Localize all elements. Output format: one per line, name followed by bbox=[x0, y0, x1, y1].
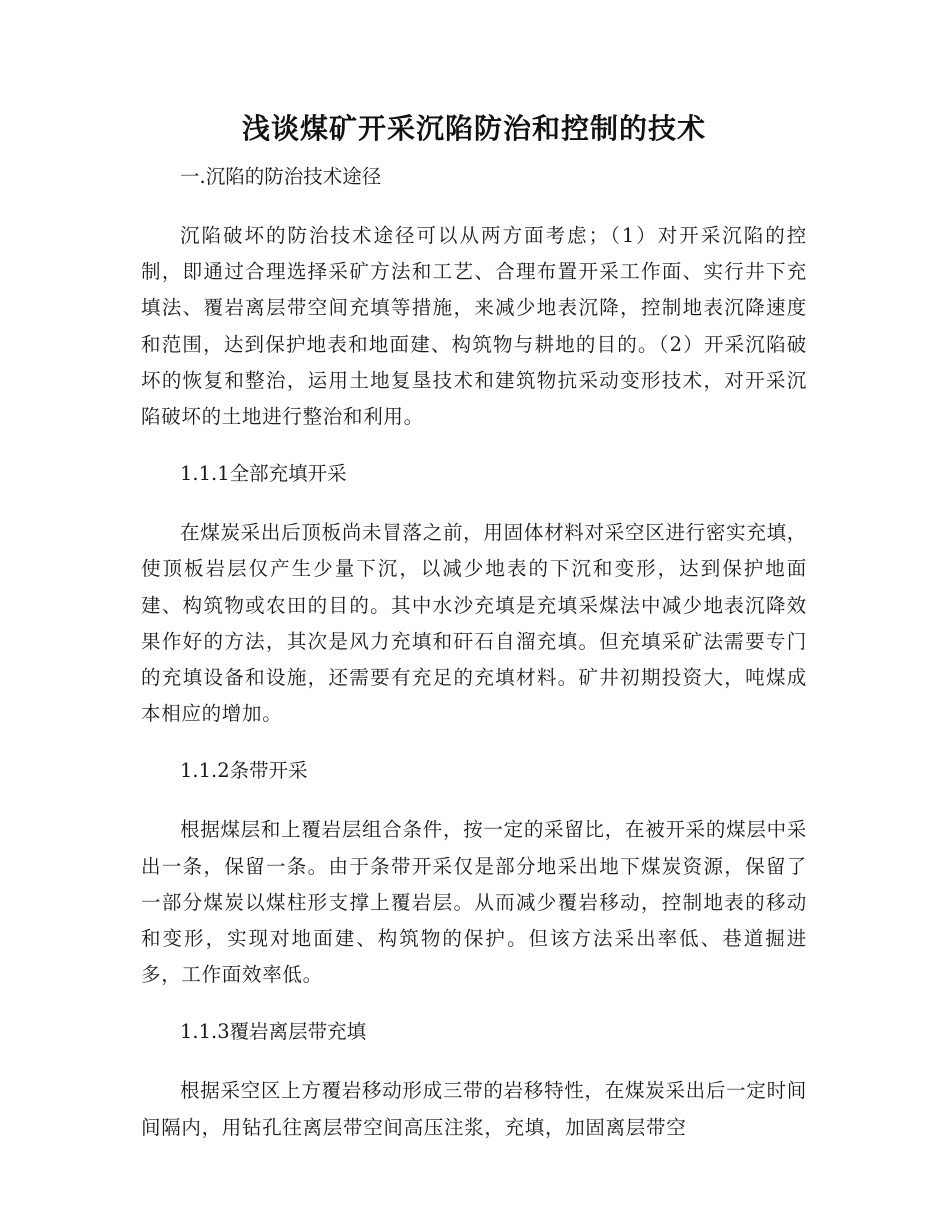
section-paragraph-4: 根据采空区上方覆岩移动形成三带的岩移特性，在煤炭采出后一定时间间隔内，用钻孔往离层带空间高压注浆，充填，加固离层带空 bbox=[141, 1079, 807, 1139]
section-paragraph-2: 在煤炭采出后顶板尚未冒落之前，用固体材料对采空区进行密实充填，使顶板岩层仅产生少量下沉，以减少地表的下沉和变形，达到保护地面建、构筑物或农田的目的。其中水沙充填是充填采煤法中减少地表沉降效果作好的方法，其次是风力充填和矸石自溜充填。但充填采矿法需要专门的充填设备和设施，还需要有充足的充填材料。矿井初期投资大，吨煤成本相应的增加。 bbox=[141, 521, 807, 726]
section-heading-1: 一.沉陷的防治技术途径 bbox=[180, 165, 382, 188]
document-title: 浅谈煤矿开采沉陷防治和控制的技术 bbox=[241, 112, 706, 145]
section-paragraph-3: 根据煤层和上覆岩层组合条件，按一定的采留比，在被开采的煤层中采出一条，保留一条。由于条带开采仅是部分地采出地下煤炭资源，保留了一部分煤炭以煤柱形支撑上覆岩层。从而减少覆岩移动，控制地表的移动和变形，实现对地面建、构筑物的保护。但该方法采出率低、巷道掘进多，工作面效率低。 bbox=[141, 818, 807, 987]
section-heading-4: 1.1.3覆岩离层带充填 bbox=[180, 1020, 367, 1044]
section-paragraph-1: 沉陷破坏的防治技术途径可以从两方面考虑；（1）对开采沉陷的控制，即通过合理选择采矿方法和工艺、合理布置开采工作面、实行井下充填法、覆岩离层带空间充填等措施，来减少地表沉降，控制地表沉降速度和范围，达到保护地表和地面建、构筑物与耕地的目的。（2）开采沉陷破坏的恢复和整治，运用土地复垦技术和建筑物抗采动变形技术，对开采沉陷破坏的土地进行整治和利用。 bbox=[141, 224, 807, 429]
section-heading-2: 1.1.1全部充填开采 bbox=[180, 462, 347, 486]
document-content bbox=[141, 104, 807, 1146]
section-heading-3: 1.1.2条带开采 bbox=[180, 759, 308, 783]
